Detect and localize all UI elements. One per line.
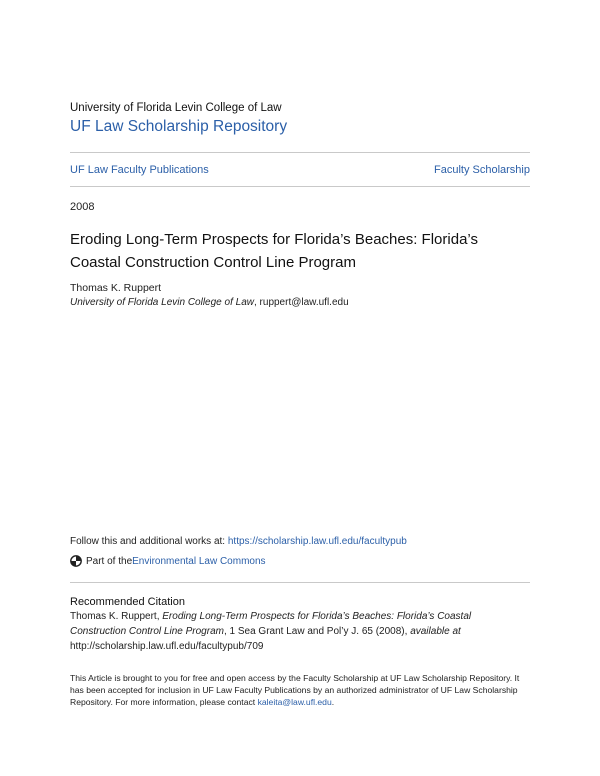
citation-source: , 1 Sea Grant Law and Pol’y J. 65 (2008),: [223, 626, 411, 637]
follow-link[interactable]: https://scholarship.law.ufl.edu/facultypub: [227, 536, 407, 547]
collection-link[interactable]: Faculty Scholarship: [434, 164, 530, 176]
author-affiliation: [70, 297, 349, 308]
access-text: This Article is brought to you for free and open access by the Faculty Scholarship at UF Law Scholarship Repository. It has been accepted for inclusion in UF Law Faculty Publications by an authorized administrator of UF Law Scholarship Repository. For more information, please contact: [70, 673, 520, 707]
article-title: Eroding Long-Term Prospects for Florida’s Beaches: Florida’s Coastal Construction Control Line Program: [70, 231, 478, 271]
citation-url: http://scholarship.law.ufl.edu/facultypub/709: [70, 641, 264, 652]
citation-available: available at: [410, 626, 461, 637]
repository-link[interactable]: UF Law Scholarship Repository: [70, 118, 288, 135]
part-of-prefix: Part of the: [86, 555, 133, 567]
cover-page: [70, 0, 530, 776]
follow-prefix: Follow this and additional works at:: [70, 536, 228, 547]
commons-link[interactable]: Environmental Law Commons: [132, 555, 266, 567]
affiliation-institution: University of Florida Levin College of Law: [70, 297, 254, 308]
citation-title: Eroding Long-Term Prospects for Florida’s Beaches: Florida’s Coastal Construction Control Line Program: [70, 611, 472, 637]
access-statement: [70, 672, 530, 708]
follow-line: [70, 536, 407, 547]
divider-citation: [70, 582, 530, 583]
institution-name: University of Florida Levin College of Law: [70, 102, 282, 114]
author-email: ruppert@law.ufl.edu: [259, 297, 349, 308]
contact-email-link[interactable]: kaleita@law.ufl.edu: [257, 697, 332, 707]
network-commons-icon: [70, 555, 82, 567]
author-name: Thomas K. Ruppert: [70, 282, 162, 294]
publication-year: 2008: [70, 201, 95, 213]
series-link[interactable]: UF Law Faculty Publications: [70, 164, 209, 176]
citation-text: [70, 609, 530, 654]
citation-author: Thomas K. Ruppert,: [70, 611, 163, 622]
access-end: .: [331, 697, 335, 707]
citation-heading: Recommended Citation: [70, 596, 185, 608]
divider-nav: [70, 186, 530, 187]
affiliation-separator: ,: [253, 297, 260, 308]
divider-top: [70, 152, 530, 153]
part-of-line: [70, 555, 266, 567]
